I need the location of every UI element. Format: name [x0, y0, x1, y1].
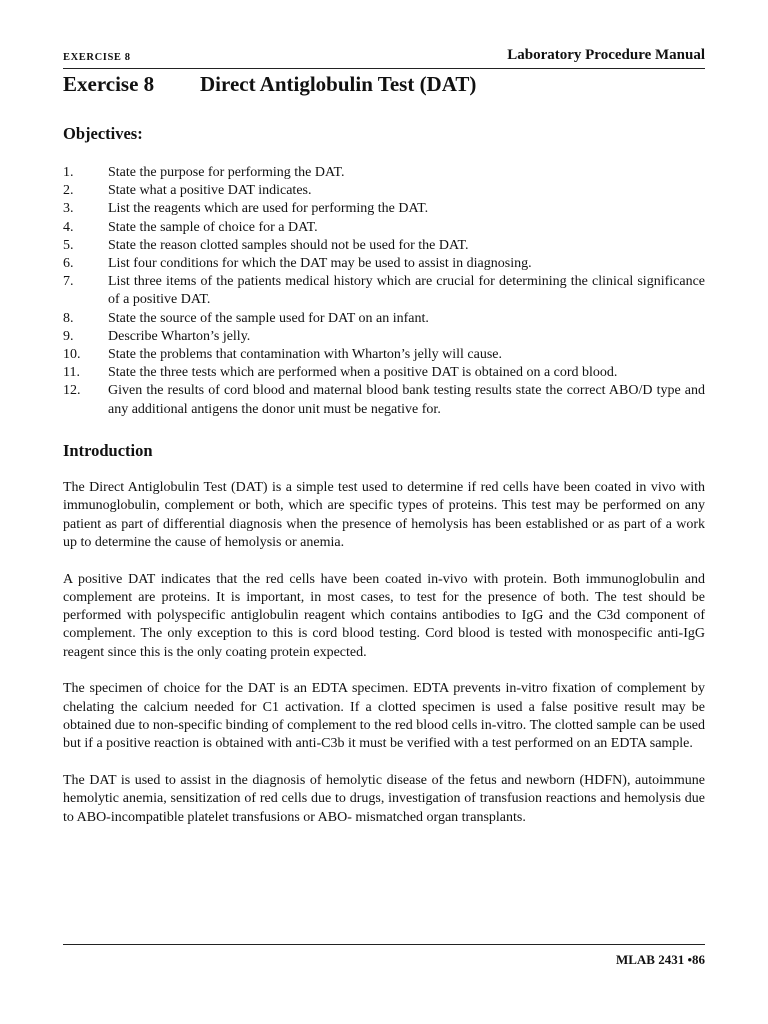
- list-item: [63, 346, 705, 364]
- list-item: [63, 255, 705, 273]
- item-text: State the source of the sample used for DAT on an infant.: [108, 310, 429, 326]
- list-item: [63, 310, 705, 328]
- header-exercise-label: EXERCISE 8: [63, 52, 131, 63]
- item-number: 3.: [63, 201, 74, 217]
- item-number: 9.: [63, 328, 74, 344]
- page-title: [63, 72, 476, 97]
- paragraph: The Direct Antiglobulin Test (DAT) is a simple test used to determine if red cells have been coated in vivo with immunoglobulin, complement or both, which are specific types of proteins. This test may be performed on any patient as part of differential diagnosis when the presence of hemolysis has been established or as part of a work up to determine the cause of hemolysis or anemia.: [63, 480, 705, 550]
- item-text: List the reagents which are used for performing the DAT.: [108, 201, 429, 217]
- item-text: List four conditions for which the DAT may be used to assist in diagnosing.: [108, 256, 532, 272]
- paragraph: A positive DAT indicates that the red cells have been coated in-vivo with protein. Both immunoglobulin and complement are proteins. It is important, in most cases, to test for the presence of both. The test should be performed with polyspecific antiglobulin reagent which contains antibodies to IgG and the C3d component of complement. The only exception to this is cord blood testing. Cord blood is tested with monospecific anti-IgG reagent since this is the only coating protein expected.: [63, 571, 705, 660]
- paragraph: The specimen of choice for the DAT is an EDTA specimen. EDTA prevents in-vitro fixation of complement by chelating the calcium needed for C1 activation. If a clotted specimen is used a false positive result may be obtained due to non-specific binding of complement to the red blood cells in-vitro. The clotted sample can be used but if a positive reaction is obtained with anti-C3b it must be verified with a test performed on an EDTA sample.: [63, 681, 705, 752]
- item-number: 1.: [63, 165, 74, 180]
- item-text: State the sample of choice for a DAT.: [108, 219, 318, 235]
- list-item: [63, 200, 705, 218]
- list-item: [63, 364, 705, 382]
- item-text: Describe Wharton’s jelly.: [108, 328, 251, 344]
- exercise-number: Exercise 8: [63, 72, 155, 96]
- list-item: [63, 273, 705, 309]
- item-number: 11.: [63, 365, 80, 381]
- list-item: [63, 219, 705, 237]
- item-text: State the reason clotted samples should not be used for the DAT.: [108, 237, 469, 253]
- item-number: 2.: [63, 183, 74, 199]
- running-header: [63, 46, 705, 69]
- page-footer: [63, 944, 705, 967]
- item-text: State the problems that contamination with Wharton’s jelly will cause.: [108, 347, 502, 363]
- objectives-list: [63, 164, 705, 419]
- item-text: State the purpose for performing the DAT.: [108, 165, 345, 180]
- item-text: State the three tests which are performed when a positive DAT is obtained on a cord blood.: [108, 365, 618, 381]
- introduction-body: [63, 479, 705, 845]
- item-number: 5.: [63, 237, 74, 253]
- item-number: 12.: [63, 383, 81, 399]
- item-text: State what a positive DAT indicates.: [108, 183, 312, 199]
- exercise-title: Direct Antiglobulin Test (DAT): [200, 72, 477, 96]
- paragraph: The DAT is used to assist in the diagnosis of hemolytic disease of the fetus and newborn (HDFN), autoimmune hemolytic anemia, sensitization of red cells due to drugs, investigation of transfusion reactions and hemolysis due to ABO-incompatible platelet transfusions or ABO- mismatched organ transplants.: [63, 773, 705, 825]
- list-item: [63, 164, 705, 182]
- item-number: 8.: [63, 310, 74, 326]
- item-number: 6.: [63, 256, 74, 272]
- list-item: [63, 382, 705, 418]
- header-manual-title: Laboratory Procedure Manual: [507, 47, 705, 63]
- objectives-heading: Objectives:: [63, 124, 143, 143]
- list-item: [63, 328, 705, 346]
- list-item: [63, 182, 705, 200]
- item-number: 4.: [63, 219, 74, 235]
- item-text: List three items of the patients medical history which are crucial for determining the clinical significance of a positive DAT.: [108, 274, 705, 308]
- item-number: 7.: [63, 274, 74, 290]
- list-item: [63, 237, 705, 255]
- item-text: Given the results of cord blood and maternal blood bank testing results state the correct ABO/D type and any additional antigens the donor unit must be negative for.: [108, 383, 705, 417]
- introduction-heading: Introduction: [63, 441, 153, 460]
- item-number: 10.: [63, 347, 81, 363]
- page-number: MLAB 2431 •86: [615, 952, 705, 967]
